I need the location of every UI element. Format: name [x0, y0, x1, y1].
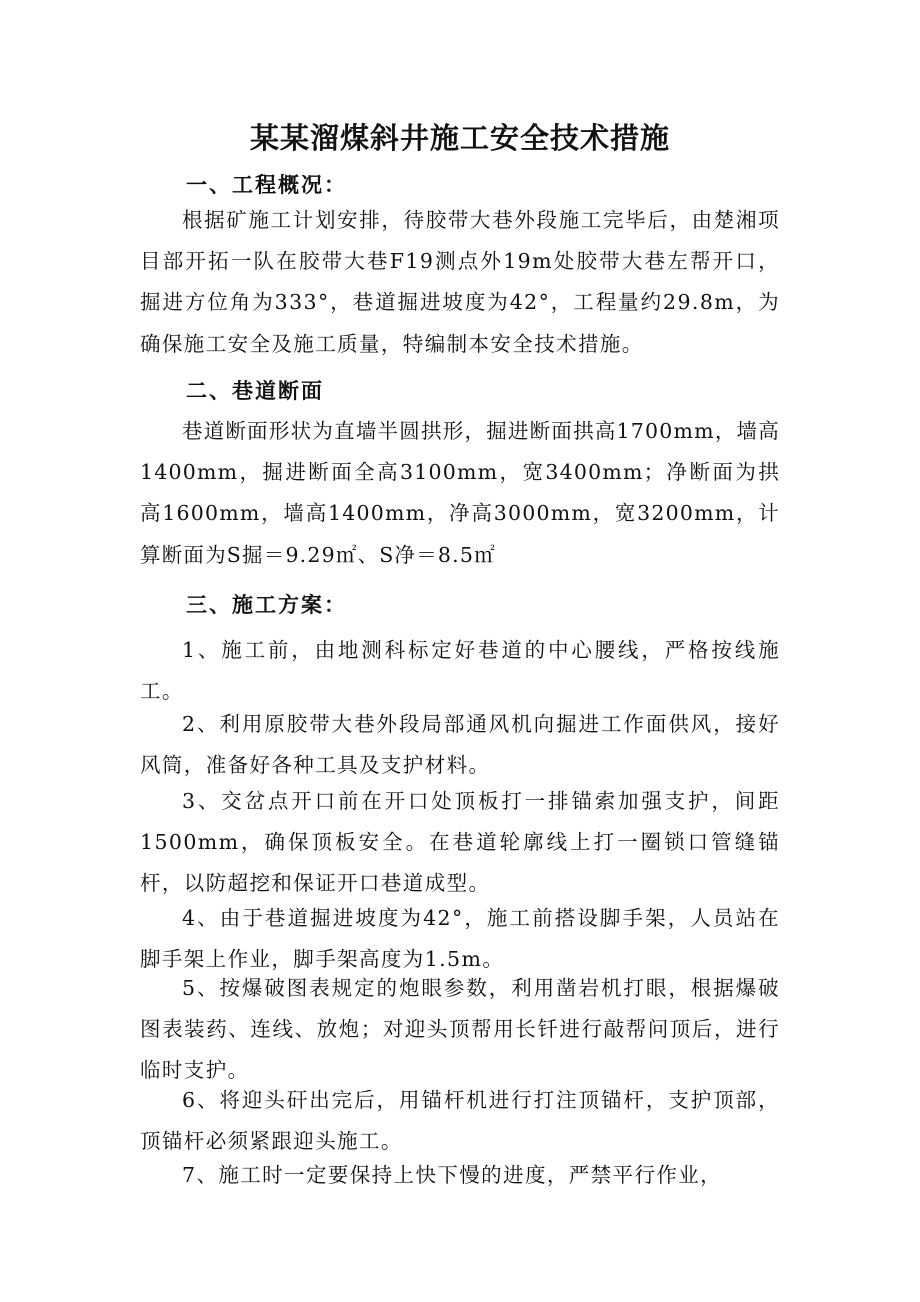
- section-heading-overview: 一、工程概况：: [186, 172, 347, 197]
- section-heading-cross-section: 二、巷道断面: [186, 378, 324, 403]
- paragraph-overview: 根据矿施工计划安排，待胶带大巷外段施工完毕后，由楚湘项目部开拓一队在胶带大巷F19测点外19m处胶带大巷左帮开口，掘进方位角为333°，巷道掘进坡度为42°，工程量约29.8m，为确保施工安全及施工质量，特编制本安全技术措施。: [140, 208, 780, 356]
- section-heading-construction-plan: 三、施工方案：: [186, 592, 347, 617]
- plan-item-6: 6、将迎头矸出完后，用锚杆机进行打注顶锚杆，支护顶部，顶锚杆必须紧跟迎头施工。: [140, 1088, 780, 1154]
- plan-item-5: 5、按爆破图表规定的炮眼参数，利用凿岩机打眼，根据爆破图表装药、连线、放炮；对迎头顶帮用长钎进行敲帮问顶后，进行临时支护。: [140, 976, 780, 1083]
- plan-item-1: 1、施工前，由地测科标定好巷道的中心腰线，严格按线施工。: [140, 638, 780, 704]
- paragraph-cross-section: 巷道断面形状为直墙半圆拱形，掘进断面拱高1700mm，墙高1400mm，掘进断面全高3100mm，宽3400mm；净断面为拱高1600mm，墙高1400mm，净高3000mm，宽3200mm，计算断面为S掘＝9.29㎡、S净＝8.5㎡: [140, 419, 780, 567]
- plan-item-7: 7、施工时一定要保持上快下慢的进度，严禁平行作业，: [182, 1163, 723, 1187]
- plan-item-3: 3、交岔点开口前在开口处顶板打一排锚索加强支护，间距1500mm，确保顶板安全。在巷道轮廓线上打一圈锁口管缝锚杆，以防超挖和保证开口巷道成型。: [140, 789, 780, 896]
- document-title: 某某溜煤斜井施工安全技术措施: [249, 121, 670, 155]
- plan-item-4: 4、由于巷道掘进坡度为42°，施工前搭设脚手架，人员站在脚手架上作业，脚手架高度为1.5m。: [140, 906, 780, 972]
- plan-item-2: 2、利用原胶带大巷外段局部通风机向掘进工作面供风，接好风筒，准备好各种工具及支护材料。: [140, 712, 780, 778]
